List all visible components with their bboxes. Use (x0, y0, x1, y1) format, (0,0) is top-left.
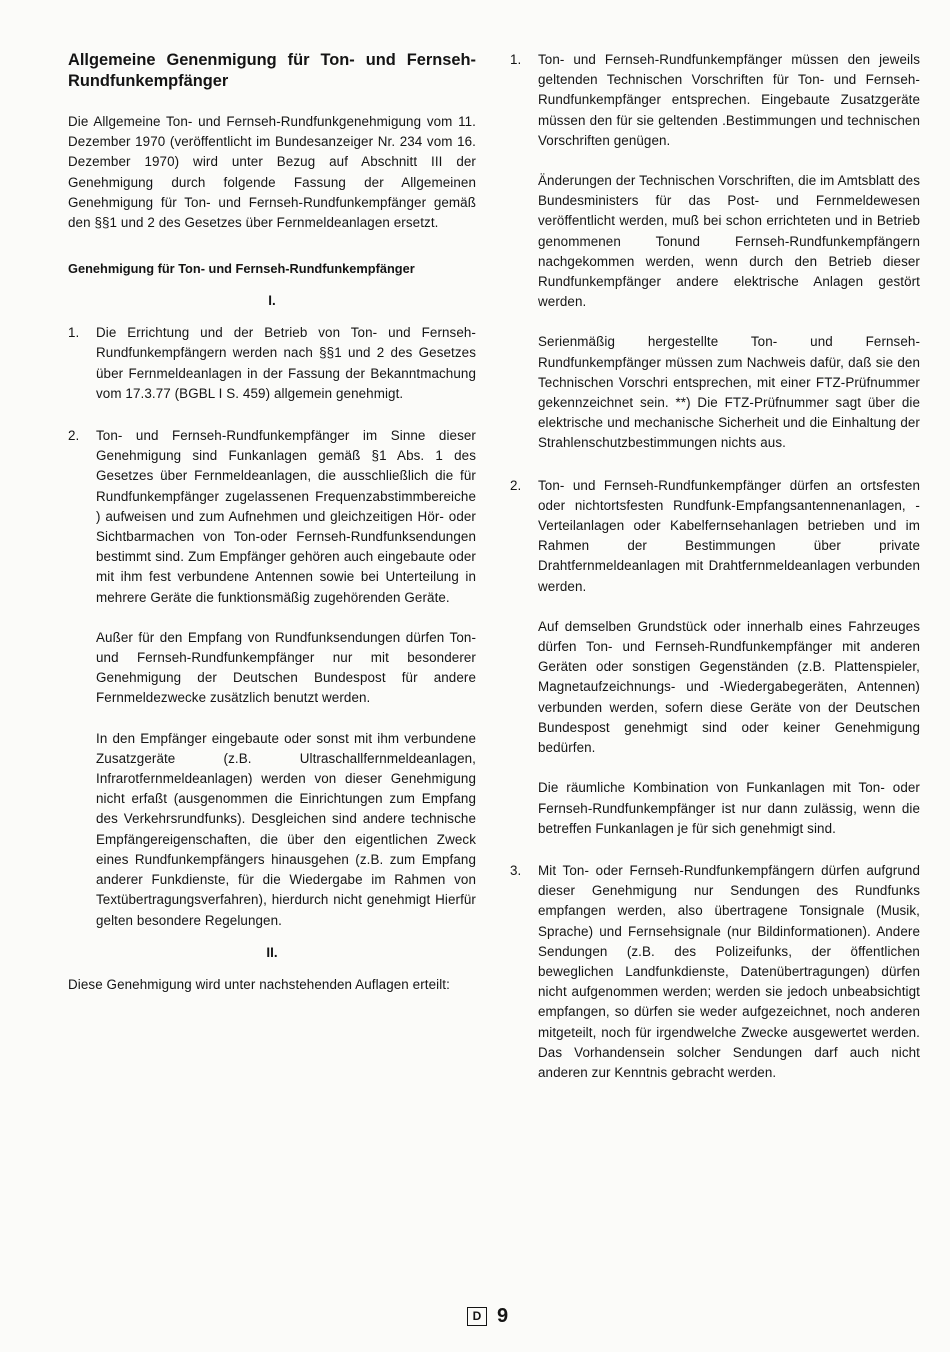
closing-paragraph: Diese Genehmigung wird unter nachstehenden Auflagen erteilt: (68, 976, 450, 992)
condition-text: Mit Ton- oder Fernseh-Rundfunkempfängern dürfen aufgrund dieser Genehmigung nur Sendungen des Rundfunks empfangen werden, also übertragene Tonsignale (Musik, Sprache) und Fernsehsignale (nur Bildinformationen). Andere Sendungen (z.B. des Polizeifunks, der öffentlichen beweglichen Landfunkdienste, Datenübertragungen) dürfen nicht aufgenommen werden; werden sie jedoch unbeabsichtigt empfangen, so dürfen sie weder aufgezeichnet, noch anderen mitgeteilt, noch für irgendwelche Zwecke ausgewertet werden. Das Vorhandensein solcher Sendungen darf auch nicht anderen zur Kenntnis gebracht werden. (538, 862, 920, 1080)
clause-2-paragraph-2: Außer für den Empfang von Rundfunksendungen dürfen Ton- und Fernseh-Rundfunkempfänger nur mit besonderer Genehmigung der Deutschen Bundespost für andere Fernmeldezwecke zusätzlich benutzt werden. (96, 629, 476, 706)
section-number-1: I. (268, 293, 276, 309)
condition-1-paragraph-2: Änderungen der Technischen Vorschriften, die im Amtsblatt des Bundesministers für das Post- und Fernmeldewesen veröffentlicht werden, muß bei schon errichteten und in Betrieb genommenen Tonund Fernseh-Rundfunkempfängern nachgekommen werden, wenn durch den Betrieb dieser Rundfunkempfänger andere elektrische Anlagen gestört werden. (538, 173, 920, 310)
section-number-2: II. (266, 944, 278, 960)
condition-2-paragraph-3: Die räumliche Kombination von Funkanlagen mit Ton- oder Fernseh-Rundfunkempfänger ist nur dann zulässig, wenn die betreffen Funkanlagen je für sich genehmigt sind. (538, 780, 920, 836)
clause-number: 1. (68, 325, 80, 341)
left-column (68, 50, 476, 995)
condition-3 (510, 861, 920, 1083)
condition-1-paragraph-3: Serienmäßig hergestellte Ton- und Fernseh-Rundfunkempfänger müssen zum Nachweis dafür, daß sie den Technischen Vorschri entsprechen, mit einer FTZ-Prüfnummer gekennzeichnet sein. **) Die FTZ-Prüfnummer sagt über die elektrische und mechanische Sicherheit und die Einhaltung der Strahlenschutzbestimmungen nichts aus. (538, 334, 920, 451)
condition-text: Ton- und Fernseh-Rundfunkempfänger müssen den jeweils geltenden Technischen Vorschriften für Ton- und Fernseh-Rundfunkempfänger entsprechen. Eingebaute Zusatzgeräte müssen den für sie geltenden .Bestimmungen und technischen Vorschriften genügen. (538, 52, 920, 148)
language-badge: D (467, 1307, 487, 1326)
section-subheading: Genehmigung für Ton- und Fernseh-Rundfunkempfänger (68, 261, 415, 277)
condition-2-paragraph-2: Auf demselben Grundstück oder innerhalb eines Fahrzeuges dürfen Ton- und Fernseh-Rundfunkempfänger mit anderen Geräten oder sonstigen Gegenständen (z.B. Plattenspieler, Magnetaufzeichnungs- und -Wiedergabegeräten, Antennen) verbunden werden, sofern diese Geräte von der Deutschen Bundespost genehmigt sind oder keiner Genehmigung bedürfen. (538, 618, 920, 756)
page-footer (467, 1305, 508, 1328)
page-number: 9 (497, 1305, 509, 1327)
condition-1 (510, 50, 920, 151)
clause-1 (68, 323, 476, 404)
clause-text: Ton- und Fernseh-Rundfunkempfänger im Sinne dieser Genehmigung sind Funkanlagen gemäß §1 Abs. 1 des Gesetzes über Fernmeldeanlagen, die ausschließlich die für Rundfunkempfänger zugelassenen Frequenzabstimmbereiche ) aufweisen und zum Aufnehmen und gleichzeitigen Hör- oder Sichtbarmachen von Ton-oder Fernseh-Rundfunksendungen bestimmt sind. Zum Empfänger gehören auch eingebaute oder mit ihm fest verbundene Antennen sowie bei Unterteilung in mehrere Geräte die funktionsmäßig zugehörenden Geräte. (96, 428, 476, 605)
condition-number: 1. (510, 52, 522, 67)
intro-paragraph: Die Allgemeine Ton- und Fernseh-Rundfunkgenehmigung vom 11. Dezember 1970 (veröffentlicht im Bundesanzeiger Nr. 234 vom 16. Dezember 1970) wird unter Bezug auf Abschnitt III der Genehmigung durch folgende Fassung der Allgemeinen Genehmigung für Ton- und Fernseh-Rundfunkempfänger gemäß den §§1 und 2 des Gesetzes über Fernmeldeanlagen ersetzt. (68, 114, 476, 231)
condition-number: 2. (510, 477, 522, 493)
clause-2-paragraph-3: In den Empfänger eingebaute oder sonst mit ihm verbundene Zusatzgeräte (z.B. Ultraschallfernmeldeanlagen, Infrarotfernmeldeanlagen) werden von dieser Genehmigung nicht erfaßt (ausgenommen die Einrichtungen zum Empfang des Verkehrsrundfunks). Desgleichen sind andere technische Empfängereigenschaften, die über den eigentlichen Zweck eines Rundfunkempfängers hinausgehen (z.B. zum Empfang anderer Funkdienste, für die Wiedergabe im Rahmen von Textübertragungsverfahren), hierdurch nicht genehmigt Hierfür gelten besondere Regelungen. (96, 730, 476, 928)
clause-2 (68, 426, 476, 608)
condition-text: Ton- und Fernseh-Rundfunkempfänger dürfen an ortsfesten oder nichtortsfesten Rundfunk-Empfangsantennenanlagen, -Verteilanlagen oder Kabelfernsehanlagen betrieben und im Rahmen der Bestimmungen über private Drahtfernmeldeanlagen mit Drahtfernmeldeanlagen verbunden werden. (538, 477, 920, 594)
condition-number: 3. (510, 862, 522, 878)
clause-text: Die Errichtung und der Betrieb von Ton- und Fernseh-Rundfunkempfängern werden nach §§1 und 2 des Gesetzes über Fernmeldeanlagen in der Fassung der Bekanntmachung vom 17.3.77 (BGBL I S. 459) allgemein genehmigt. (96, 325, 476, 401)
condition-2 (510, 476, 920, 597)
clause-number: 2. (68, 428, 80, 444)
right-column (510, 50, 920, 1083)
document-title: Allgemeine Genenmigung für Ton- und Fernseh-Rundfunkempfänger (68, 51, 476, 90)
